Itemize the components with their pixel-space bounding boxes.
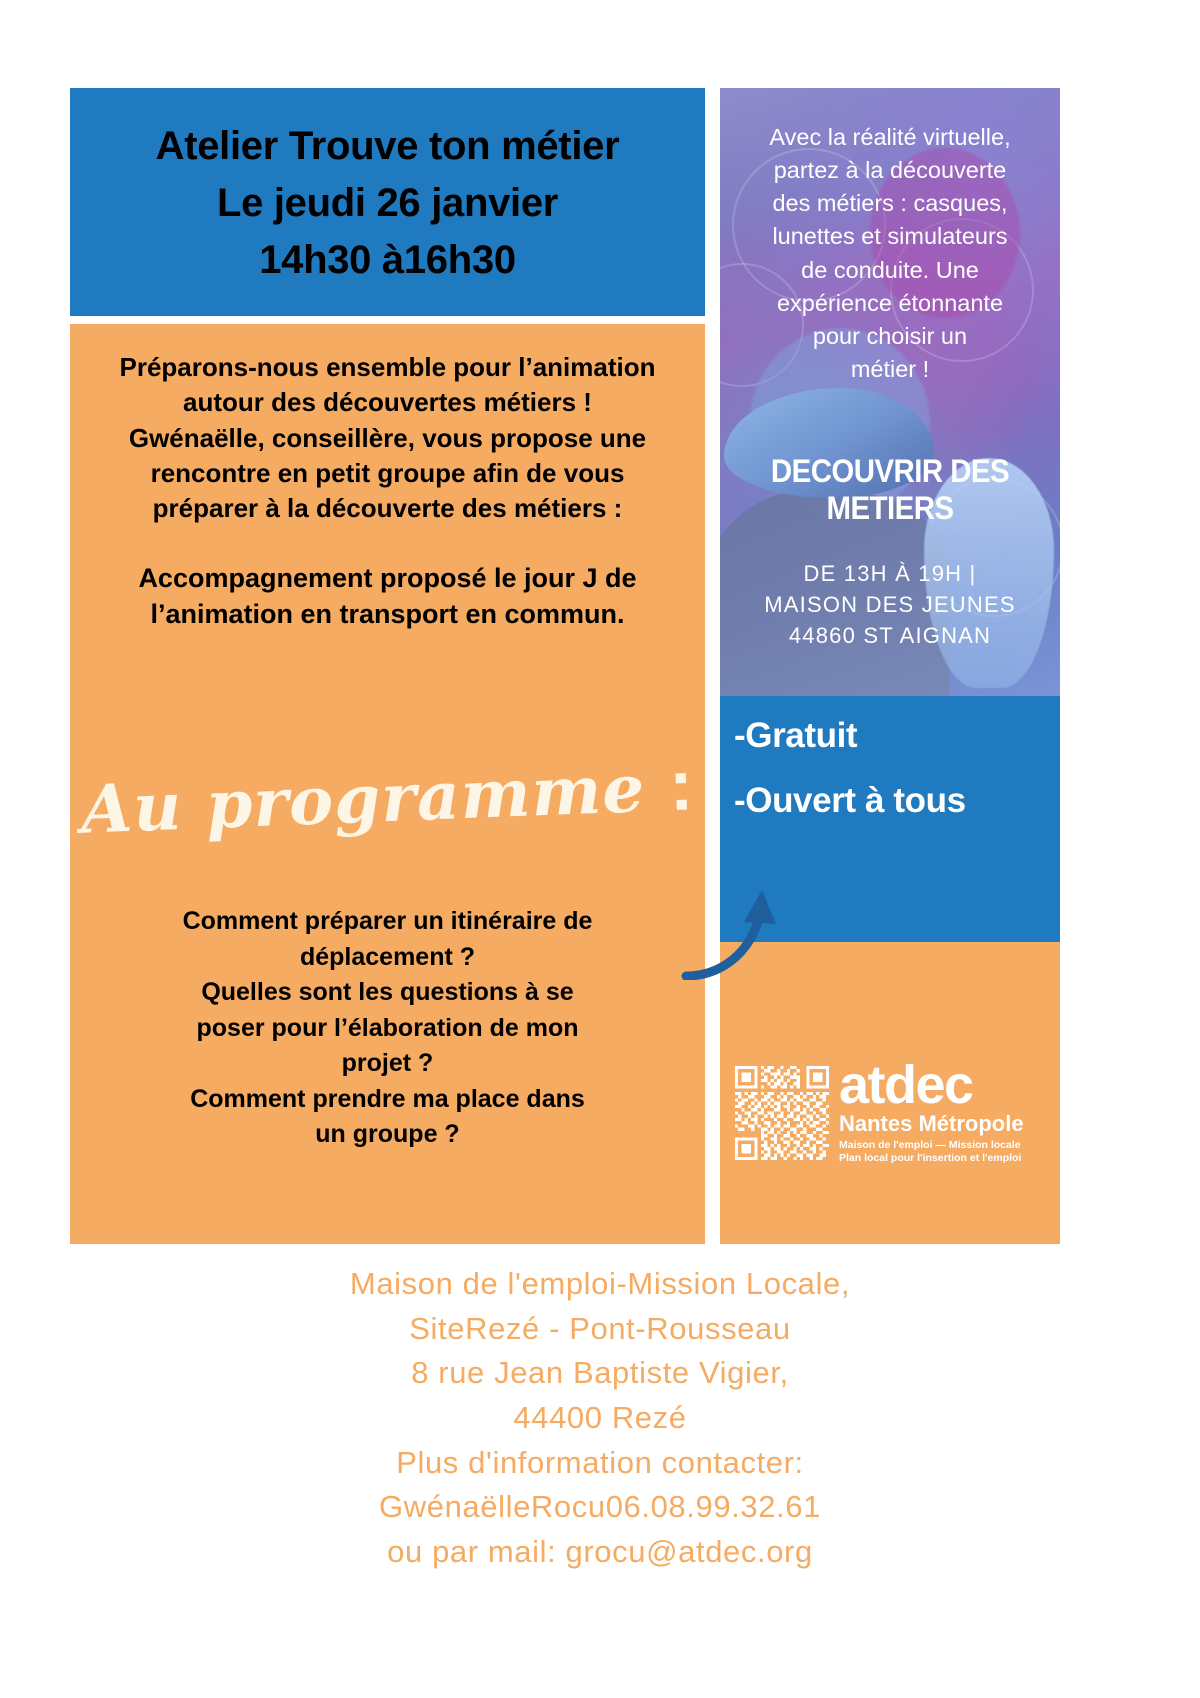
vr-promo-panel [720,88,1060,696]
atdec-logo [735,1055,1035,1180]
programme-heading-colon: : [667,745,696,827]
intro-line: préparer à la découverte des métiers : [152,493,623,524]
left-content-card [70,324,705,1244]
vr-intro-line: expérience étonnante [776,289,1004,316]
vr-intro-line: des métiers : casques, [772,190,1008,217]
atdec-wordmark: atdec [839,1055,973,1115]
atdec-tagline-1: Maison de l'emploi — Mission locale [839,1138,1021,1151]
accompagnement-note [70,561,705,633]
intro-line: Gwénaëlle, conseillère, vous propose une [128,422,647,453]
footer-line: Maison de l'emploi-Mission Locale, [349,1266,851,1301]
vr-intro-paragraph [720,88,1060,386]
intro-line: Préparons-nous ensemble pour l’animation [119,352,656,382]
footer-line: 8 rue Jean Baptiste Vigier, [411,1355,789,1391]
vr-panel-heading: DECOUVRIR DES METIERS [770,453,1010,526]
footer-contact-block [0,1262,1200,1574]
vr-address-line: MAISON DES JEUNES [764,592,1016,618]
atdec-subtitle: Nantes Métropole [839,1110,1024,1136]
question-line: Comment prendre ma place dans [190,1084,585,1113]
intro-paragraph [70,324,705,527]
header-title-line-3: 14h30 à16h30 [259,237,516,282]
vr-address-line: DE 13H À 19H | [803,561,977,586]
accompagnement-line: l’animation en transport en commun. [150,598,625,629]
programme-heading-text: Au programme [79,749,647,849]
condition-item: -Gratuit [734,716,858,755]
question-line: projet ? [341,1049,434,1077]
question-line: déplacement ? [299,942,476,971]
programme-script-heading [69,744,707,850]
question-line: Quelles sont les questions à se [201,978,574,1006]
condition-item: -Ouvert à tous [734,780,966,820]
atdec-logo-text [839,1055,1024,1164]
intro-line: autour des découvertes métiers ! [183,387,592,418]
header-title-line-1: Atelier Trouve ton métier [155,124,620,168]
vr-intro-line: lunettes et simulateurs [772,223,1008,250]
questions-list [70,904,705,1153]
vr-intro-line: partez à la découverte [773,157,1007,184]
question-line: un groupe ? [315,1120,460,1148]
vr-event-details [720,558,1060,652]
footer-line: ou par mail: grocu@atdec.org [387,1533,813,1569]
qr-code-icon [735,1066,829,1160]
atdec-tagline-2: Plan local pour l'insertion et l'emploi [839,1151,1022,1164]
curved-arrow-icon [680,880,790,980]
footer-line: 44400 Rezé [513,1399,687,1435]
vr-intro-line: Avec la réalité virtuelle, [769,124,1011,150]
intro-line: rencontre en petit groupe afin de vous [150,458,625,489]
header-title-line-2: Le jeudi 26 janvier [216,180,559,225]
vr-intro-line: pour choisir un [812,322,968,349]
footer-line: SiteRezé - Pont-Rousseau [409,1310,791,1346]
footer-line: GwénaëlleRocu06.08.99.32.61 [379,1489,821,1525]
vr-address-line: 44860 ST AIGNAN [788,623,992,649]
vr-intro-line: métier ! [850,355,930,382]
question-line: Comment préparer un itinéraire de [182,907,593,935]
question-line: poser pour l’élaboration de mon [196,1013,579,1042]
accompagnement-line: Accompagnement proposé le jour J de [138,562,637,593]
header-banner [70,88,705,316]
vr-intro-line: de conduite. Une [801,256,979,283]
footer-line: Plus d'information contacter: [396,1444,804,1480]
